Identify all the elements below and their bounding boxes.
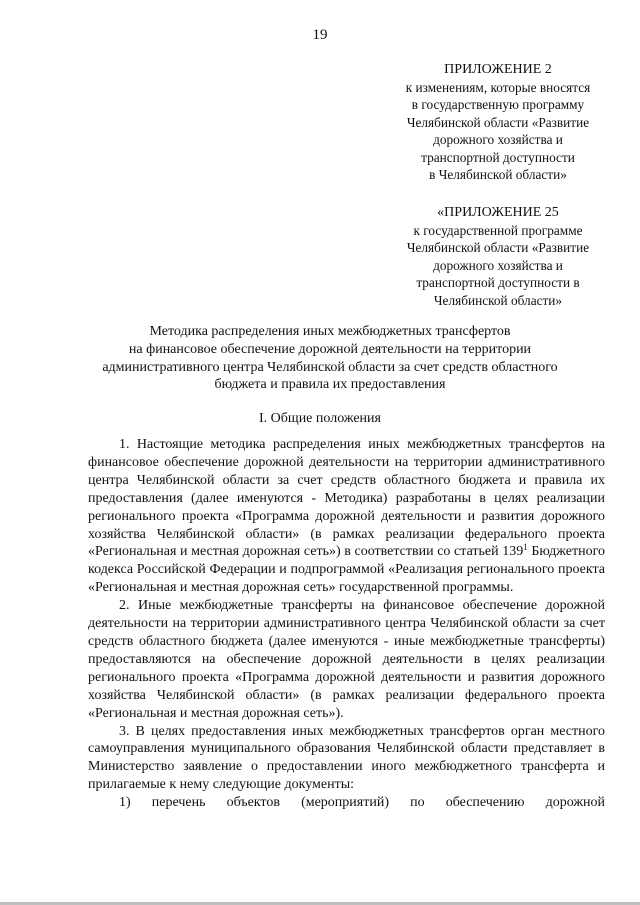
paragraph-1 (88, 436, 605, 597)
appendix-line: Челябинской области «Развитие (406, 114, 590, 130)
appendix-25-header (378, 204, 618, 309)
appendix-heading: «ПРИЛОЖЕНИЕ 25 (437, 205, 559, 220)
appendix-line: дорожного хозяйства и (433, 257, 563, 273)
appendix-heading: ПРИЛОЖЕНИЕ 2 (444, 62, 552, 77)
paragraph-3: 3. В целях предоставления иных межбюджетных трансфертов орган местного самоуправления муниципального образования Челябинской области представляет в Министерство заявление о предоставлении иного межбюджетного трансферта и прилагаемые к нему следующие документы: (88, 723, 605, 793)
page-number: 19 (312, 27, 328, 43)
appendix-line: к изменениям, которые вносятся (405, 79, 591, 95)
appendix-line: к государственной программе (413, 222, 583, 238)
appendix-line: Челябинской области «Развитие (406, 240, 590, 255)
title-line: на финансовое обеспечение дорожной деятельности на территории (128, 341, 532, 357)
appendix-line: Челябинской области» (433, 292, 563, 308)
appendix-line: в Челябинской области» (429, 167, 567, 182)
paragraph-2: 2. Иные межбюджетные трансферты на финансовое обеспечение дорожной деятельности на территории административного центра Челябинской области за счет средств областного бюджета (далее именуются - иные межбюджетные трансферты) предоставляются на обеспечение дорожной деятельности в целях реализации регионального проекта «Программа дорожной деятельности и развития дорожного хозяйства Челябинской области» (в рамках реализации федерального проекта «Региональная и местная дорожная сеть»). (88, 598, 605, 721)
paragraph-1-text: 1. Настоящие методика распределения иных межбюджетных трансфертов на финансовое обеспечение дорожной деятельности на территории административного центра Челябинской области за счет средств областного бюджета и правила их предоставления (далее именуются - Методика) разработаны в целях реализации регионального проекта «Программа дорожной деятельности и развития дорожного хозяйства Челябинской области» (в рамках реализации федерального проекта «Региональная и местная дорожная сеть») в соответствии со статьей 139 (88, 437, 605, 560)
document-title (60, 323, 600, 394)
title-line: административного центра Челябинской области за счет средств областного (102, 359, 558, 375)
appendix-line: транспортной доступности в (416, 275, 580, 290)
paragraph-1-text-cont: Бюджетного кодекса Российской Федерации и подпрограммой «Реализация регионального проекта «Региональная и местная дорожная сеть» государственной программы. (88, 544, 605, 596)
appendix-line: в государственную программу (411, 97, 585, 112)
title-line: бюджета и правила их предоставления (214, 377, 446, 393)
article-superscript: 1 (523, 542, 528, 553)
appendix-line: дорожного хозяйства и (433, 132, 563, 147)
paragraph-4: 1) перечень объектов (мероприятий) по обеспечению дорожной (119, 795, 605, 811)
document-body (88, 436, 605, 812)
appendix-line: транспортной доступности (421, 149, 575, 165)
appendix-2-header (378, 61, 618, 184)
title-line: Методика распределения иных межбюджетных трансфертов (149, 324, 511, 339)
section-heading: I. Общие положения (259, 411, 381, 426)
